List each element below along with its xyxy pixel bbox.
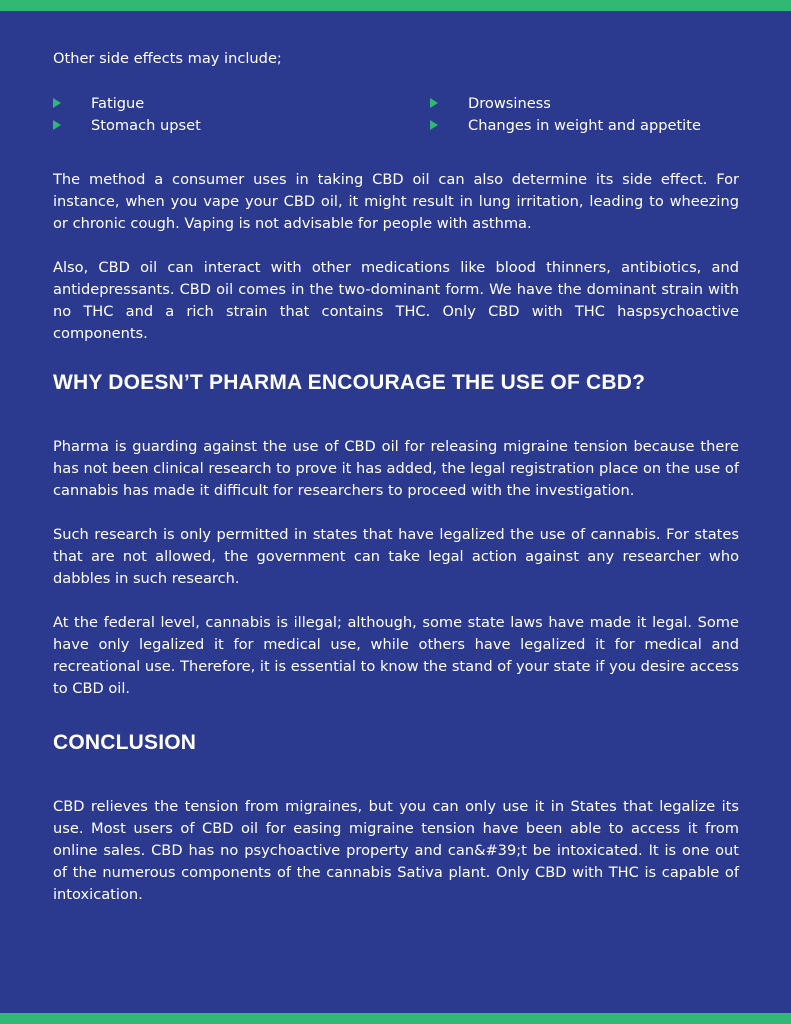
- list-item-label: Fatigue: [91, 94, 145, 112]
- section-heading-conclusion: CONCLUSION: [53, 731, 197, 754]
- list-item-label: Stomach upset: [91, 116, 201, 134]
- paragraph: The method a consumer uses in taking CBD oil can also determine its side effect. For instance, when you vape your CBD oil, it might result in lung irritation, leading to wheezing or chronic cough. Vaping is not advisable for people with asthma.: [53, 171, 739, 232]
- list-item-label: Changes in weight and appetite: [468, 116, 701, 134]
- triangle-bullet-icon: [53, 98, 61, 108]
- list-item-label: Drowsiness: [468, 94, 551, 112]
- paragraph: At the federal level, cannabis is illegal; although, some state laws have made it legal. Some have only legalized it for medical use, while others have legalized it for medical and recreational use. Therefore, it is essential to know the stand of your state if you desire access to CBD oil.: [53, 614, 739, 697]
- document-body: [53, 48, 739, 906]
- paragraph: Also, CBD oil can interact with other medications like blood thinners, antibiotics, and antidepressants. CBD oil comes in the two-dominant form. We have the dominant strain with no THC and a rich strain that contains THC. Only CBD with THC haspsychoactive components.: [53, 259, 739, 342]
- list-item: [430, 92, 739, 114]
- triangle-bullet-icon: [430, 98, 438, 108]
- list-item: [53, 92, 430, 114]
- paragraph: Pharma is guarding against the use of CBD oil for releasing migraine tension because there has not been clinical research to prove it has added, the legal registration place on the use of cannabis has made it difficult for researchers to proceed with the investigation.: [53, 438, 739, 499]
- triangle-bullet-icon: [430, 120, 438, 130]
- list-item: [430, 114, 739, 136]
- top-accent-stripe: [0, 0, 791, 11]
- list-item: [53, 114, 430, 136]
- section-heading-why: WHY DOESN’T PHARMA ENCOURAGE THE USE OF CBD?: [53, 371, 646, 394]
- bottom-accent-stripe: [0, 1013, 791, 1024]
- intro-text: Other side effects may include;: [53, 50, 282, 67]
- paragraph: CBD relieves the tension from migraines, but you can only use it in States that legalize its use. Most users of CBD oil for easing migraine tension have been able to access it from online sales. CBD has no psychoactive property and can&#39;t be intoxicated. It is one out of the numerous components of the cannabis Sativa plant. Only CBD with THC is capable of intoxication.: [53, 798, 739, 903]
- side-effects-list: [53, 92, 739, 136]
- triangle-bullet-icon: [53, 120, 61, 130]
- paragraph: Such research is only permitted in states that have legalized the use of cannabis. For states that are not allowed, the government can take legal action against any researcher who dabbles in such research.: [53, 526, 739, 587]
